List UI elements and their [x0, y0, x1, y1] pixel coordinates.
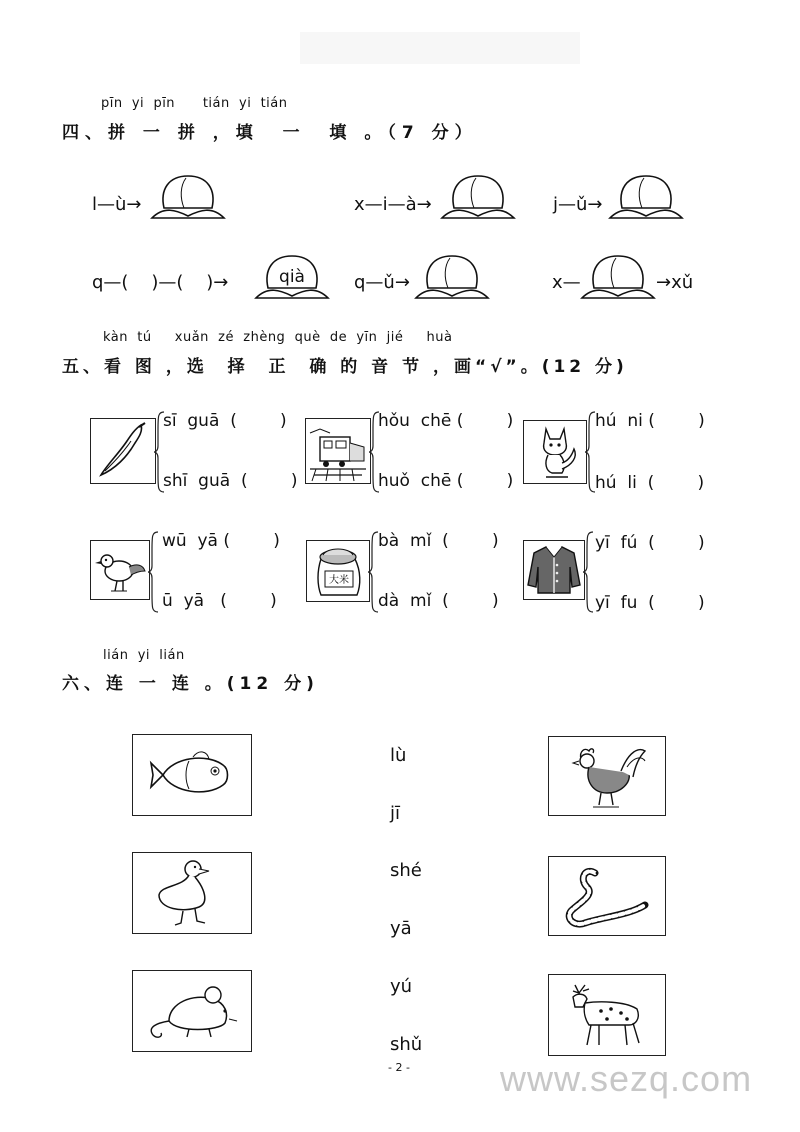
duck-icon — [133, 853, 251, 933]
snake-icon — [549, 857, 665, 935]
chain-4: q—( )—( )→ — [92, 272, 229, 293]
peach-1[interactable] — [150, 172, 226, 224]
pepper-picture — [90, 418, 156, 484]
blank[interactable]: ( ) — [648, 533, 705, 553]
peach-6[interactable] — [580, 252, 656, 304]
peach-3[interactable] — [608, 172, 684, 224]
section4-title: 四、拼 一 拼 ，填 一 填 。（7 分） — [62, 123, 478, 143]
section6-pinyin: lián yi lián — [103, 648, 185, 663]
blank[interactable]: ( ) — [648, 411, 705, 431]
section5-pinyin: kàn tú xuǎn zé zhèng què de yīn jié huà — [103, 330, 453, 345]
mouse-picture[interactable] — [132, 970, 252, 1052]
pepper-icon — [91, 419, 155, 483]
option-2b[interactable]: huǒ chē ( ) — [378, 471, 514, 491]
rice-bag-label: 大米 — [329, 575, 349, 586]
peach-5[interactable] — [414, 252, 490, 304]
section4-pinyin: pīn yi pīn tián yi tián — [101, 96, 288, 111]
blank[interactable]: ( ) — [456, 411, 514, 431]
scan-smudge — [300, 32, 580, 64]
watermark: www.sezq.com — [500, 1058, 753, 1099]
duck-picture[interactable] — [132, 852, 252, 934]
peach-4-answer: qià — [279, 267, 305, 287]
option-2a[interactable]: hǒu chē ( ) — [378, 411, 514, 431]
option-6a[interactable]: yī fú ( ) — [595, 533, 705, 553]
option-5a[interactable]: bà mǐ ( ) — [378, 531, 499, 551]
blank[interactable]: ( ) — [240, 471, 298, 491]
deer-picture[interactable] — [548, 974, 666, 1056]
jacket-picture — [523, 540, 585, 600]
train-picture — [305, 418, 371, 484]
fox-picture — [523, 420, 587, 484]
train-icon — [306, 419, 370, 483]
word-4[interactable]: yā — [390, 918, 412, 939]
option-3b[interactable]: hú li ( ) — [595, 473, 705, 493]
fish-picture[interactable] — [132, 734, 252, 816]
fox-icon — [524, 421, 586, 483]
blank[interactable]: ( ) — [648, 593, 705, 613]
word-2[interactable]: jī — [390, 803, 401, 824]
blank[interactable]: ( ) — [230, 411, 287, 431]
rice-bag-picture — [306, 540, 370, 602]
peach-2[interactable] — [440, 172, 516, 224]
option-1a[interactable]: sī guā ( ) — [163, 411, 287, 431]
chain-1: l—ù→ — [92, 194, 142, 215]
option-4b[interactable]: ū yā ( ) — [162, 591, 277, 611]
blank[interactable]: ( ) — [442, 531, 499, 551]
blank[interactable]: ( ) — [442, 591, 499, 611]
section6-title: 六、连 一 连 。(12 分) — [62, 674, 319, 694]
snake-picture[interactable] — [548, 856, 666, 936]
rice-bag-icon — [307, 541, 369, 601]
page-number: - 2 - — [388, 1061, 410, 1074]
option-3a[interactable]: hú ni ( ) — [595, 411, 705, 431]
word-1[interactable]: lù — [390, 745, 407, 766]
crow-picture — [90, 540, 150, 600]
word-3[interactable]: shé — [390, 860, 422, 881]
option-4a[interactable]: wū yā ( ) — [162, 531, 280, 551]
crow-icon — [91, 541, 149, 599]
chain-5: q—ǔ→ — [354, 272, 410, 293]
option-6b[interactable]: yī fu ( ) — [595, 593, 705, 613]
option-1b[interactable]: shī guā ( ) — [163, 471, 298, 491]
fish-icon — [133, 735, 251, 815]
option-5b[interactable]: dà mǐ ( ) — [378, 591, 499, 611]
blank[interactable]: ( ) — [223, 531, 280, 551]
section5-title: 五、看 图 ，选 择 正 确 的 音 节 ，画“√”。(12 分) — [62, 357, 628, 377]
word-6[interactable]: shǔ — [390, 1034, 423, 1055]
brace-4 — [148, 530, 160, 614]
word-5[interactable]: yú — [390, 976, 413, 997]
chain-2: x—i—à→ — [354, 194, 432, 215]
blank[interactable]: ( ) — [456, 471, 514, 491]
rooster-picture[interactable] — [548, 736, 666, 816]
brace-6 — [583, 530, 595, 614]
deer-icon — [549, 975, 665, 1055]
blank[interactable]: ( ) — [220, 591, 277, 611]
jacket-icon — [524, 541, 584, 599]
blank[interactable]: ( ) — [647, 473, 705, 493]
peach-4[interactable] — [254, 252, 330, 304]
chain-6-result: →xǔ — [656, 272, 694, 293]
mouse-icon — [133, 971, 251, 1051]
chain-6: x— — [552, 272, 581, 293]
chain-3: j—ǔ→ — [553, 194, 603, 215]
rooster-icon — [549, 737, 665, 815]
